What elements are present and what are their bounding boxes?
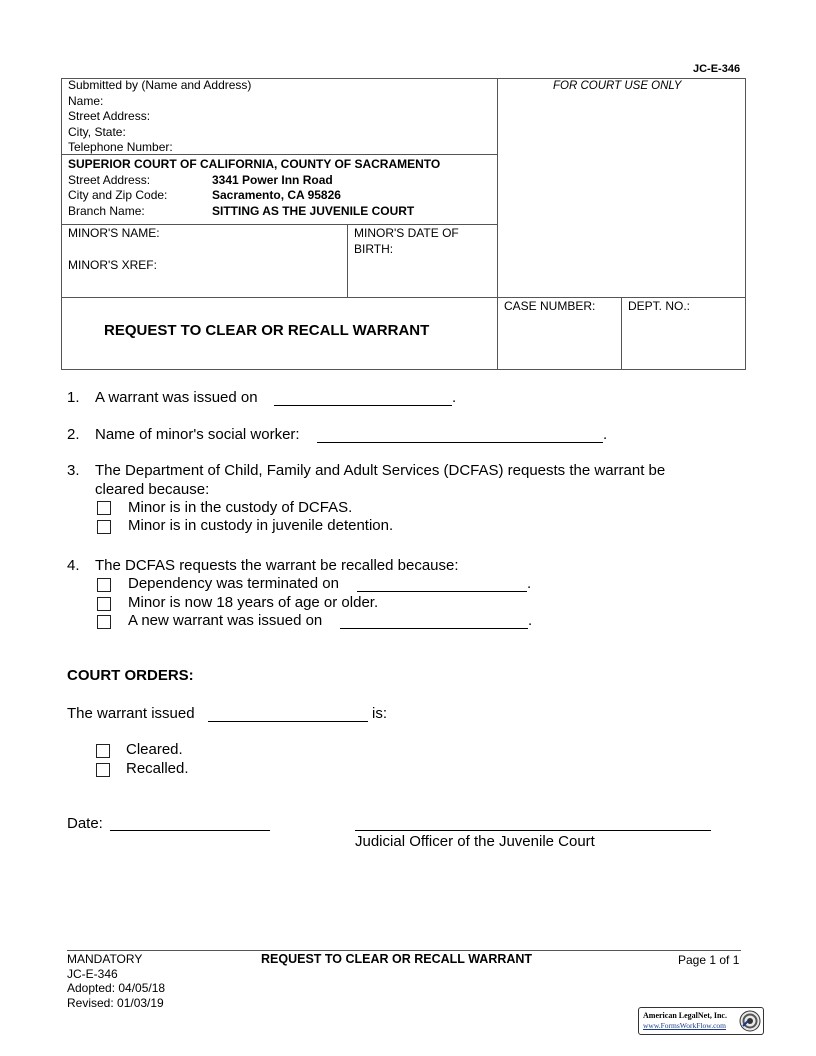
custody-dcfas-label: Minor is in the custody of DCFAS. bbox=[128, 499, 353, 516]
footer-code: JC-E-346 bbox=[67, 966, 118, 981]
item-2-text: Name of minor's social worker: bbox=[95, 426, 300, 443]
court-street-label: Street Address: bbox=[68, 173, 151, 187]
cleared-checkbox[interactable] bbox=[96, 744, 110, 758]
submitted-by-block bbox=[68, 78, 251, 156]
item-1-text: A warrant was issued on bbox=[95, 389, 258, 406]
warrant-issued-order-field[interactable] bbox=[208, 721, 368, 722]
court-city-label: City and Zip Code: bbox=[68, 188, 168, 202]
court-use-label: FOR COURT USE ONLY bbox=[553, 80, 682, 92]
age-18-label: Minor is now 18 years of age or older. bbox=[128, 594, 379, 611]
order-date-field[interactable] bbox=[110, 830, 270, 831]
dependency-terminated-date-field[interactable] bbox=[357, 591, 527, 592]
form-code: JC-E-346 bbox=[693, 63, 741, 75]
minor-dob-label-2: BIRTH: bbox=[354, 242, 394, 256]
divider bbox=[347, 224, 348, 297]
dependency-terminated-checkbox[interactable] bbox=[97, 578, 111, 592]
legalnet-logo bbox=[638, 1007, 764, 1035]
is-text: is: bbox=[372, 705, 387, 722]
court-name: SUPERIOR COURT OF CALIFORNIA, COUNTY OF SACRAMENTO bbox=[68, 157, 441, 171]
telephone-label: Telephone Number: bbox=[68, 140, 173, 154]
divider bbox=[621, 297, 622, 370]
social-worker-name-field[interactable] bbox=[317, 442, 603, 443]
recalled-checkbox[interactable] bbox=[96, 763, 110, 777]
recalled-label: Recalled. bbox=[126, 760, 189, 777]
item-4-text: The DCFAS requests the warrant be recalled because: bbox=[95, 557, 459, 574]
city-state-label: City, State: bbox=[68, 124, 126, 139]
street-label: Street Address: bbox=[68, 109, 151, 123]
footer-adopted: Adopted: 04/05/18 bbox=[67, 981, 166, 995]
logo-swirl-icon bbox=[739, 1010, 761, 1032]
item-1-number: 1. bbox=[67, 389, 80, 406]
new-warrant-date-field[interactable] bbox=[340, 628, 528, 629]
juvenile-detention-checkbox[interactable] bbox=[97, 520, 111, 534]
footer-revised: Revised: 01/03/19 bbox=[67, 995, 164, 1010]
minor-name-label: MINOR'S NAME: bbox=[68, 226, 160, 240]
item-2-number: 2. bbox=[67, 426, 80, 443]
item-3-number: 3. bbox=[67, 462, 80, 479]
branch-label: Branch Name: bbox=[68, 204, 145, 218]
new-warrant-label: A new warrant was issued on bbox=[128, 612, 323, 629]
item-4-number: 4. bbox=[67, 557, 80, 574]
warrant-issued-text: The warrant issued bbox=[67, 705, 195, 722]
signature-label: Judicial Officer of the Juvenile Court bbox=[355, 833, 595, 850]
minor-xref-label: MINOR'S XREF: bbox=[68, 258, 157, 272]
new-warrant-checkbox[interactable] bbox=[97, 615, 111, 629]
warrant-issued-date-field[interactable] bbox=[274, 405, 452, 406]
dept-number-label: DEPT. NO.: bbox=[628, 299, 691, 313]
age-18-checkbox[interactable] bbox=[97, 597, 111, 611]
footer-left bbox=[67, 952, 165, 1010]
divider bbox=[61, 224, 498, 225]
divider bbox=[61, 297, 746, 298]
court-street-value: 3341 Power Inn Road bbox=[212, 173, 333, 187]
court-orders-heading: COURT ORDERS: bbox=[67, 667, 194, 684]
item-3-line-1: The Department of Child, Family and Adult Services (DCFAS) requests the warrant be bbox=[95, 462, 666, 479]
footer-mandatory: MANDATORY bbox=[67, 952, 143, 966]
cleared-label: Cleared. bbox=[126, 741, 183, 758]
item-3-line-2: cleared because: bbox=[95, 481, 210, 498]
dependency-terminated-label: Dependency was terminated on bbox=[128, 575, 339, 592]
case-number-label: CASE NUMBER: bbox=[504, 299, 596, 313]
date-label: Date: bbox=[67, 815, 103, 832]
footer-page: Page 1 of 1 bbox=[678, 953, 740, 967]
logo-company: American LegalNet, Inc. bbox=[643, 1011, 727, 1020]
minor-dob-label: MINOR'S DATE OF bbox=[354, 226, 459, 240]
juvenile-detention-label: Minor is in custody in juvenile detention. bbox=[128, 517, 394, 534]
submitted-by-label: Submitted by (Name and Address) bbox=[68, 78, 252, 92]
branch-value: SITTING AS THE JUVENILE COURT bbox=[212, 204, 415, 218]
signature-line[interactable] bbox=[355, 830, 711, 831]
name-label: Name: bbox=[68, 93, 104, 108]
custody-dcfas-checkbox[interactable] bbox=[97, 501, 111, 515]
footer-rule bbox=[67, 950, 741, 951]
logo-url: www.FormsWorkFlow.com bbox=[643, 1021, 727, 1030]
footer-title: REQUEST TO CLEAR OR RECALL WARRANT bbox=[261, 952, 533, 966]
court-city-value: Sacramento, CA 95826 bbox=[212, 188, 341, 202]
form-title: REQUEST TO CLEAR OR RECALL WARRANT bbox=[104, 322, 430, 339]
